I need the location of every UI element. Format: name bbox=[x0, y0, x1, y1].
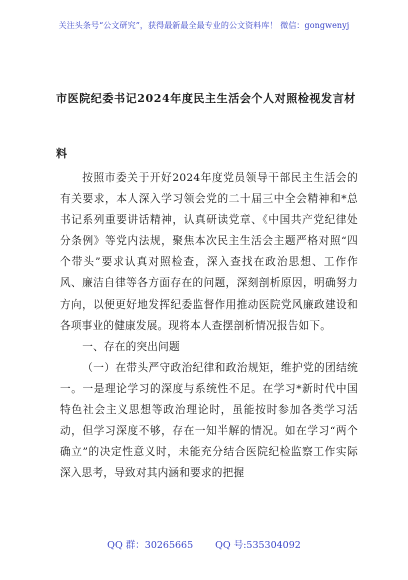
document-title: 市医院纪委书记2024年度民主生活会个人对照检视发言材料 bbox=[56, 92, 356, 160]
footer-contact bbox=[0, 537, 408, 551]
section-heading-problems: 一、存在的突出问题 bbox=[82, 340, 180, 353]
footer-qq-group: QQ 群：30265665 bbox=[107, 540, 194, 551]
document-body bbox=[60, 168, 358, 484]
footer-qq-number: QQ 号:535304092 bbox=[215, 540, 301, 551]
body-paragraph-item-1: （一）在带头严守政治纪律和政治规矩，维护党的团结统一。一是理论学习的深度与系统性不足。在学习*新时代中国特色社会主义思想等政治理论时，虽能按时参加各类学习活动，但学习深度不够，存在一知半解的情况。如在学习“两个确立”的决定性意义时，未能充分结合医院纪检监察工作实际深入思考，导致对其内涵和要求的把握 bbox=[60, 361, 358, 480]
body-paragraph-intro: 按照市委关于开好2024年度党员领导干部民主生活会的有关要求，本人深入学习领会党的二十届三中全会精神和*总书记系列重要讲话精神，认真研读党章、《中国共产党纪律处分条例》等党内法规，聚焦本次民主生活会主题严格对照“四个带头”要求认真对照检查，深入查找在政治思想、工作作风、廉洁自律等各方面存在的问题，深刻剖析原因，明确努力方向，以便更好地发挥纪委监督作用推动医院党风廉政建设和各项事业的健康发展。现将本人查摆剖析情况报告如下。 bbox=[60, 172, 358, 332]
header-banner: 关注头条号“公文研究”，获得最新最全最专业的公文资料库！ 微信：gongwenyj bbox=[58, 21, 350, 30]
